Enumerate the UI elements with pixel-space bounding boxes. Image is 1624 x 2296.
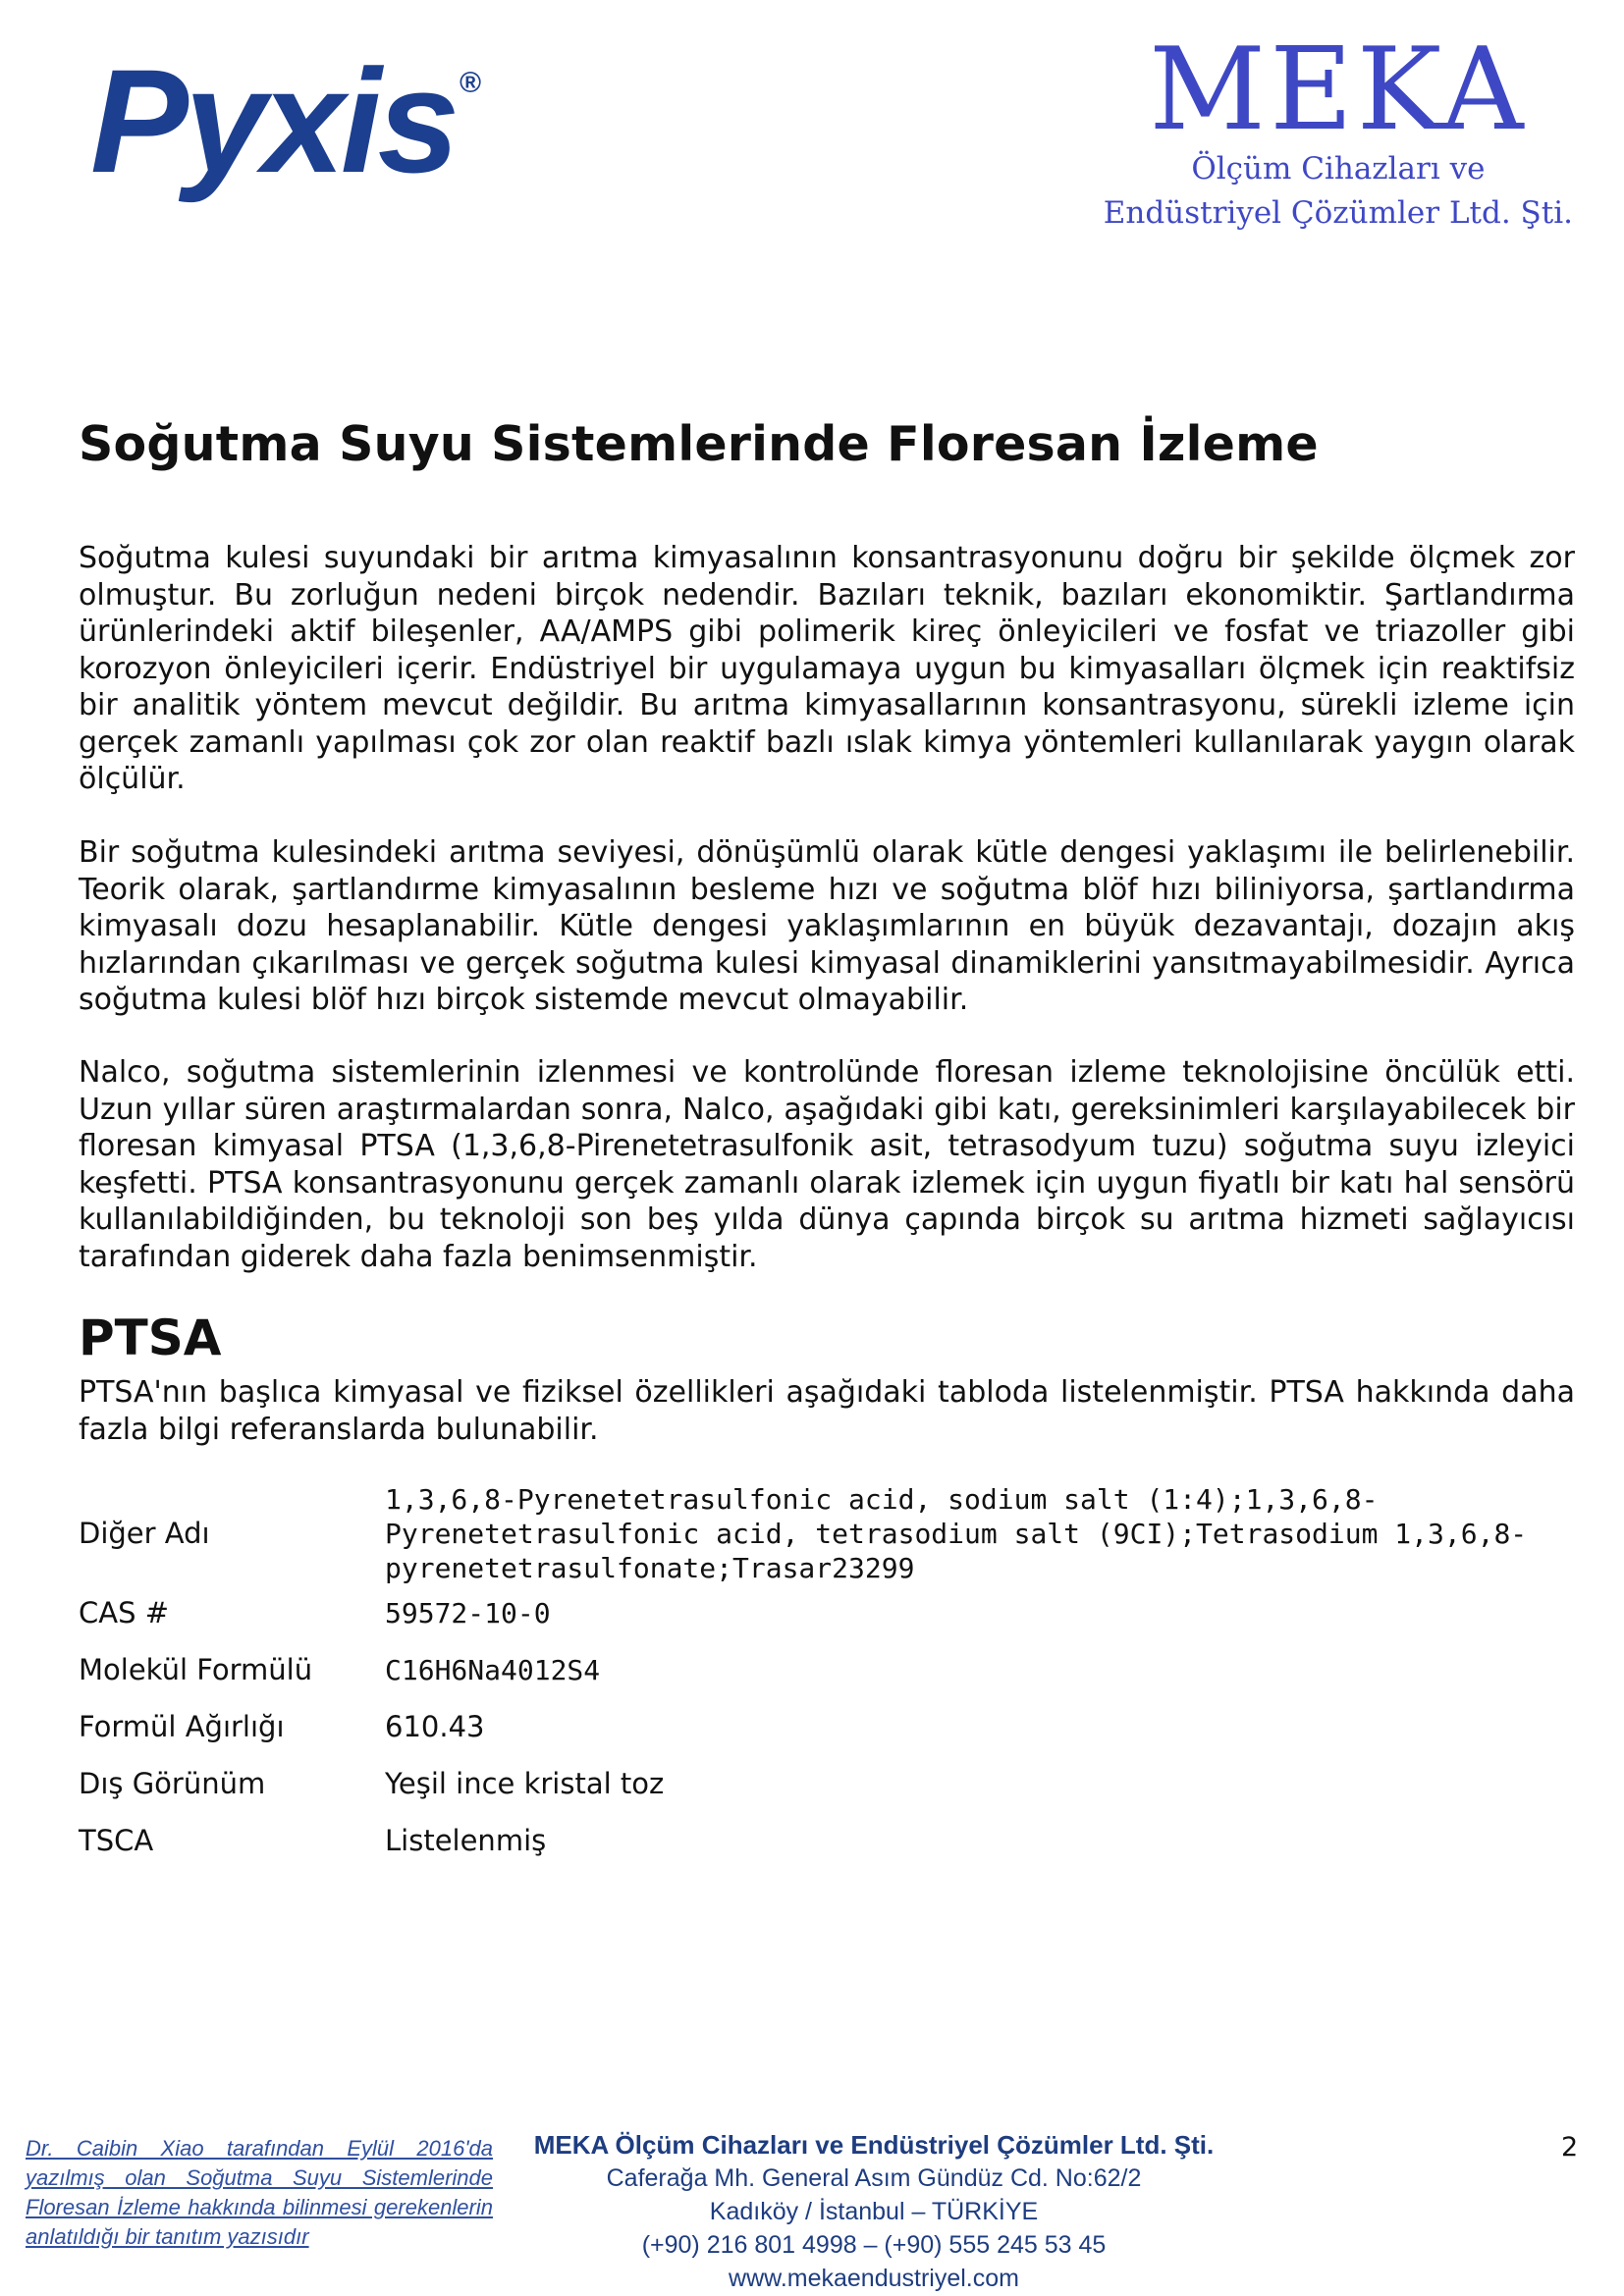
- property-label: Diğer Adı: [79, 1517, 210, 1550]
- paragraph-3: Nalco, soğutma sistemlerinin izlenmesi ve kontrolünde floresan izleme teknolojisine öncülük etti. Uzun yıllar süren araştırmalardan sonra, Nalco, aşağıdaki gibi katı, gereksinimleri karşılayabilecek bir floresan kimyasal PTSA (1,3,6,8-Pirenetetrasulfonik asit, tetrasodyum tuzu) soğutma suyu izleyici keşfetti. PTSA konsantrasyonunu gerçek zamanlı olarak izlemek için uygun fiyatlı bir katı hal sensörü kullanılabildiğinden, bu teknoloji son beş yılda dünya çapında birçok su arıtma hizmeti sağlayıcısı tarafından giderek daha fazla benimsenmiştir.: [79, 1055, 1575, 1274]
- property-value: Listelenmiş: [385, 1823, 547, 1857]
- property-value: 59572-10-0: [385, 1596, 551, 1629]
- property-value: 610.43: [385, 1709, 485, 1743]
- property-row-appearance: [79, 1755, 1575, 1812]
- property-value: Yeşil ince kristal toz: [385, 1766, 665, 1800]
- meka-logo: [1103, 24, 1573, 236]
- page-number: 2: [1561, 2132, 1579, 2163]
- pyxis-logo: Pyxis ®: [90, 38, 478, 203]
- property-label: TSCA: [79, 1824, 154, 1857]
- property-label: Formül Ağırlığı: [79, 1710, 285, 1743]
- footer-address-line1: Caferağa Mh. General Asım Gündüz Cd. No:62/2: [606, 2164, 1142, 2192]
- meka-logo-title: MEKA: [1149, 24, 1528, 156]
- footer-address-line2: Kadıköy / İstanbul – TÜRKİYE: [709, 2198, 1039, 2225]
- property-value: 1,3,6,8-Pyrenetetrasulfonic acid, sodium salt (1:4);1,3,6,8-Pyrenetetrasulfonic acid, tetrasodium salt (9CI);Tetrasodium 1,3,6,8-pyrenetetrasulfonate;Trasar23299: [385, 1482, 1528, 1584]
- ptsa-intro: PTSA'nın başlıca kimyasal ve fiziksel özellikleri aşağıdaki tabloda listelenmiştir. PTSA hakkında daha fazla bilgi referanslarda bulunabilir.: [79, 1375, 1575, 1447]
- property-label: CAS #: [79, 1596, 170, 1629]
- meka-logo-line2: Endüstriyel Çözümler Ltd. Şti.: [1103, 194, 1573, 231]
- property-label: Dış Görünüm: [79, 1767, 266, 1800]
- property-row-cas: [79, 1584, 1575, 1641]
- property-value: C16H6Na4012S4: [385, 1653, 601, 1686]
- paragraph-1: Soğutma kulesi suyundaki bir arıtma kimyasalının konsantrasyonunu doğru bir şekilde ölçmek zor olmuştur. Bu zorluğun nedeni birçok nedendir. Bazıları teknik, bazıları ekonomiktir. Şartlandırma ürünlerindeki aktif bileşenler, AA/AMPS gibi polimerik kireç önleyicileri ve fosfat ve triazoller gibi korozyon önleyicileri içerir. Endüstriyel bir uygulamaya uygun bu kimyasalları ölçmek için reaktifsiz bir analitik yöntem mevcut değildir. Bu arıtma kimyasallarının konsantrasyonu, sürekli izleme için gerçek zamanlı yapılması çok zor olan reaktif bazlı ıslak kimya yöntemleri kullanılarak yaygın olarak ölçülür.: [79, 541, 1575, 796]
- footer-company-name: MEKA Ölçüm Cihazları ve Endüstriyel Çözümler Ltd. Şti.: [533, 2130, 1215, 2160]
- property-row-other-name: [79, 1482, 1575, 1584]
- registered-mark: ®: [460, 67, 478, 99]
- footer-company-info: [511, 2128, 1237, 2295]
- footer-note-link[interactable]: Dr. Caibin Xiao tarafından Eylül 2016'da yazılmış olan Soğutma Suyu Sistemlerinde Floresan İzleme hakkında bilinmesi gerekenlerin anlatıldığı bir tanıtım yazısıdır: [26, 2136, 493, 2249]
- property-row-tsca: [79, 1812, 1575, 1869]
- footer-website[interactable]: www.mekaendustriyel.com: [729, 2265, 1019, 2292]
- property-row-formula: [79, 1641, 1575, 1698]
- properties-table: [79, 1482, 1575, 1869]
- property-label: Molekül Formülü: [79, 1653, 313, 1686]
- paragraph-2: Bir soğutma kulesindeki arıtma seviyesi, dönüşümlü olarak kütle dengesi yaklaşımı ile belirlenebilir. Teorik olarak, şartlandırme kimyasalının besleme hızı ve soğutma blöf hızı biliniyorsa, şartlandırma kimyasalı dozu hesaplanabilir. Kütle dengesi yaklaşımlarının en büyük dezavantajı, dozajın akış hızlarından çıkarılması ve gerçek soğutma kulesi kimyasal dinamiklerini yansıtmayabilmesidir. Ayrıca soğutma kulesi blöf hızı birçok sistemde mevcut olmayabilir.: [79, 835, 1575, 1017]
- ptsa-heading: PTSA: [79, 1309, 222, 1366]
- meka-logo-line1: Ölçüm Cihazları ve: [1191, 151, 1486, 187]
- page-title: Soğutma Suyu Sistemlerinde Floresan İzleme: [79, 416, 1319, 472]
- footer-phone: (+90) 216 801 4998 – (+90) 555 245 53 45: [641, 2231, 1107, 2259]
- property-row-weight: [79, 1698, 1575, 1755]
